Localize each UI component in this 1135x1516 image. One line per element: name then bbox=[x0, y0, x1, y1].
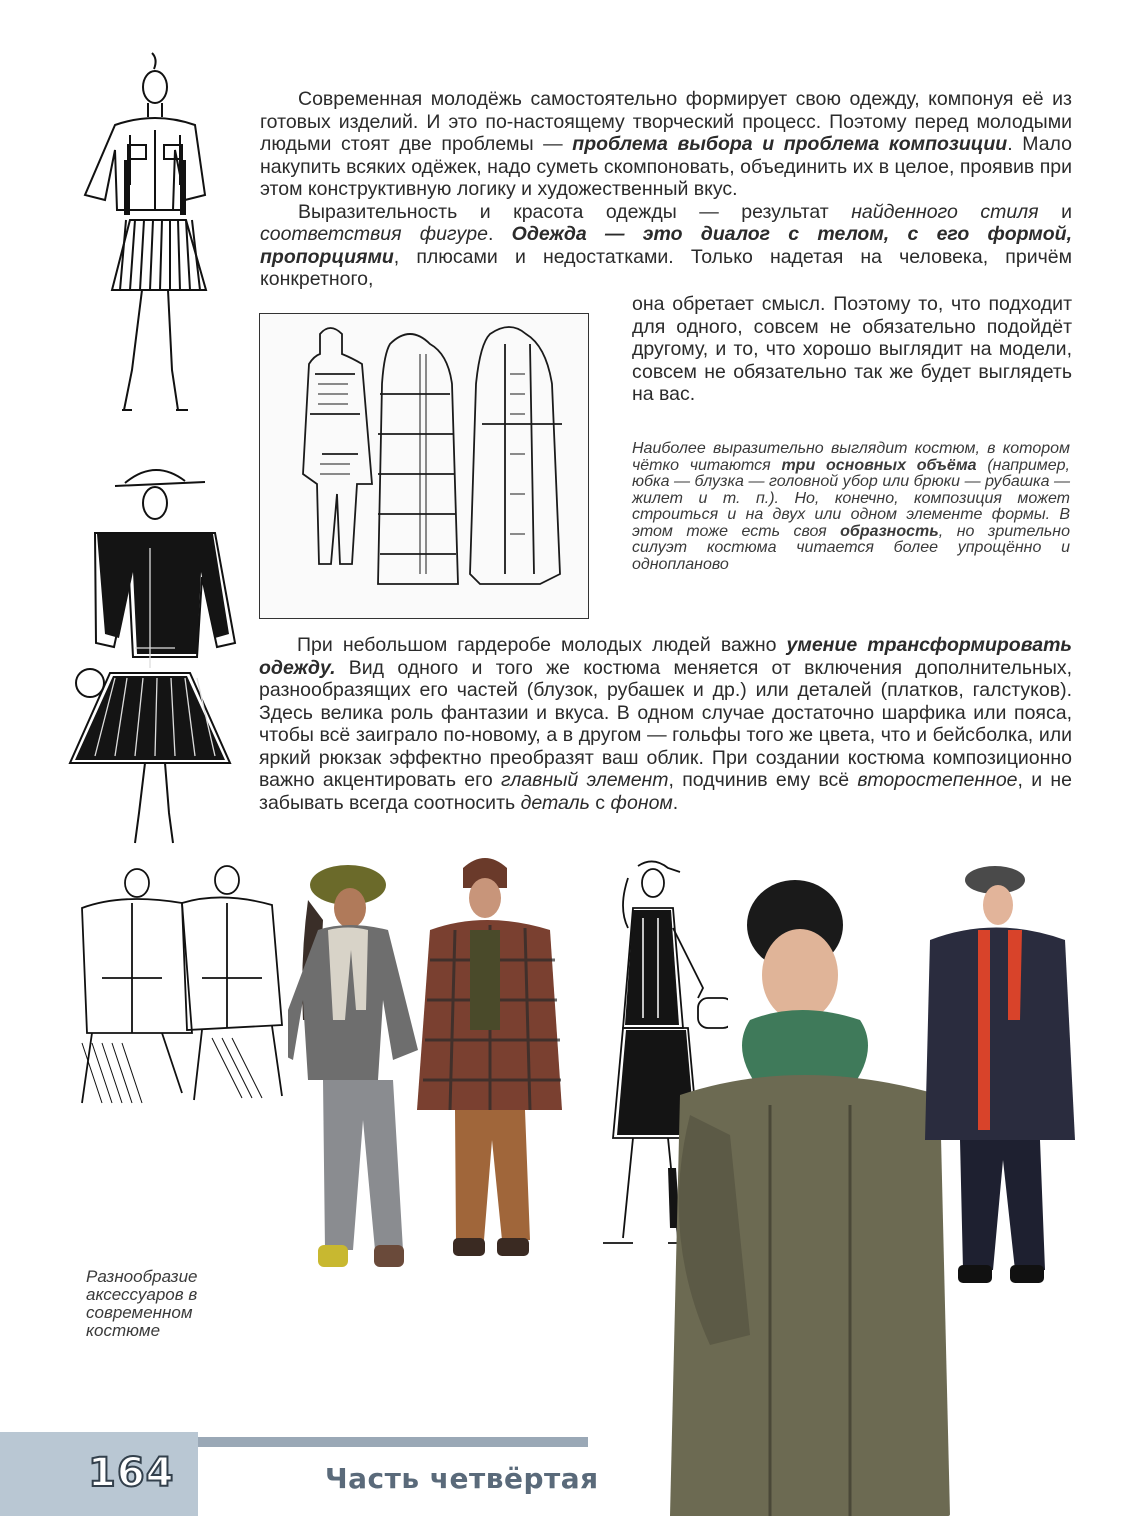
para3-text-c: , подчинив ему всё bbox=[668, 769, 858, 791]
para3-text-d: , и не забывать всегда соотносить bbox=[259, 769, 1072, 814]
para3-italic-a: главный элемент bbox=[500, 769, 669, 791]
page-number: 164 bbox=[88, 1450, 175, 1496]
para3-text-b: Вид одного и того же костюма меняется от включения дополнительных, разнообразящих его частей (блузок, рубашек и др.) или деталей (платков, галстуков). Здесь велика роль фантазии и вкуса. В одном случае достаточно шарфика или пояса, чтобы всё заиграло по-новому, а в другом — гольфы того же цвета, что и бейсболка, или яркий рюкзак эффектно преобразят ваш облик. При создании костюма композиционно важно акцентировать его bbox=[259, 656, 1072, 791]
para2-emphasis: Одежда — это диалог с телом, с его формой, пропорциями bbox=[260, 223, 1072, 268]
sketch-three-coats-box bbox=[259, 313, 589, 619]
para2-italic-a: найденного стиля bbox=[851, 200, 1039, 223]
para3-text-f: . bbox=[672, 791, 679, 814]
para3-text-a: При небольшом гардеробе молодых людей важно bbox=[297, 634, 787, 656]
photo-boy-plaid-coat bbox=[415, 850, 565, 1275]
para3-italic-b: второстепенное bbox=[857, 769, 1018, 791]
caption-accessories-text: Разнообразие аксессуаров в современном костюме bbox=[86, 1267, 198, 1340]
caption-volumes-text-b: (например, юбка — блузка — головной убор или брюки — рубашка — жилет и т. п.). Но, конечно, композиция может строиться и на двух или одном элементе формы. В этом тоже есть своя bbox=[632, 456, 1071, 540]
paragraph-youth-fashion bbox=[260, 88, 1072, 291]
paragraph-transform-clothing bbox=[259, 634, 1072, 814]
fashion-sketch-pleated-skirt bbox=[60, 45, 230, 440]
photo-woman-green-scarf bbox=[620, 875, 950, 1516]
sketch-two-figures-jackets bbox=[62, 858, 312, 1118]
sketch-three-coats bbox=[260, 314, 588, 618]
para2-text-a: Выразительность и красота одежды — результат bbox=[298, 200, 852, 223]
para1-emphasis: проблема выбора и проблема композиции bbox=[572, 133, 1008, 155]
para1-text-a: Современная молодёжь самостоятельно формирует свою одежду, компонуя её из готовых изделий. И это по-настоящему творческий процесс. Поэтому перед молодыми людьми стоят две проблемы — bbox=[260, 88, 1072, 155]
para2-text-b: и bbox=[1038, 200, 1072, 223]
para3-italic-d: фоном bbox=[610, 791, 673, 814]
paragraph-meaning-continued bbox=[632, 293, 1072, 406]
para2-italic-b: соответствия фигуре bbox=[260, 223, 488, 245]
footer-rule bbox=[198, 1437, 588, 1447]
para3-italic-c: деталь bbox=[520, 791, 590, 814]
photo-man-red-scarf bbox=[920, 860, 1075, 1290]
para2-continuation: она обретает смысл. Поэтому то, что подходит для одного, совсем не обязательно подойдёт другому, и то, что хорошо выглядит на модели, совсем не обязательно так же будет выглядеть на вас. bbox=[632, 293, 1072, 405]
fashion-sketch-dark-suit-hat bbox=[55, 448, 240, 848]
para2-text-c: . bbox=[487, 223, 512, 245]
caption-volumes-bold-a: три основных объёма bbox=[781, 456, 977, 474]
para3-emphasis: умение трансформировать одежду. bbox=[259, 634, 1072, 679]
para2-text-d: , плюсами и недостатками. Только надетая на человека, причём конкретного, bbox=[260, 245, 1072, 290]
caption-volumes-bold-b: образность bbox=[840, 522, 939, 540]
caption-three-volumes bbox=[632, 441, 1070, 573]
para3-text-e: с bbox=[589, 791, 611, 814]
part-title: Часть четвёртая bbox=[325, 1462, 599, 1495]
caption-volumes-text-a: Наиболее выразительно выглядит костюм, в котором чётко читаются bbox=[632, 440, 1070, 474]
para1-text-b: . Мало накупить всяких одёжек, надо суметь скомпоновать, объединить их в целое, проявив при этом конструктивную логику и художественный вкус. bbox=[260, 133, 1072, 200]
caption-volumes-text-c: , но зрительно силуэт костюма читается более упрощённо и однопланово bbox=[632, 522, 1071, 573]
caption-accessories bbox=[86, 1268, 256, 1340]
